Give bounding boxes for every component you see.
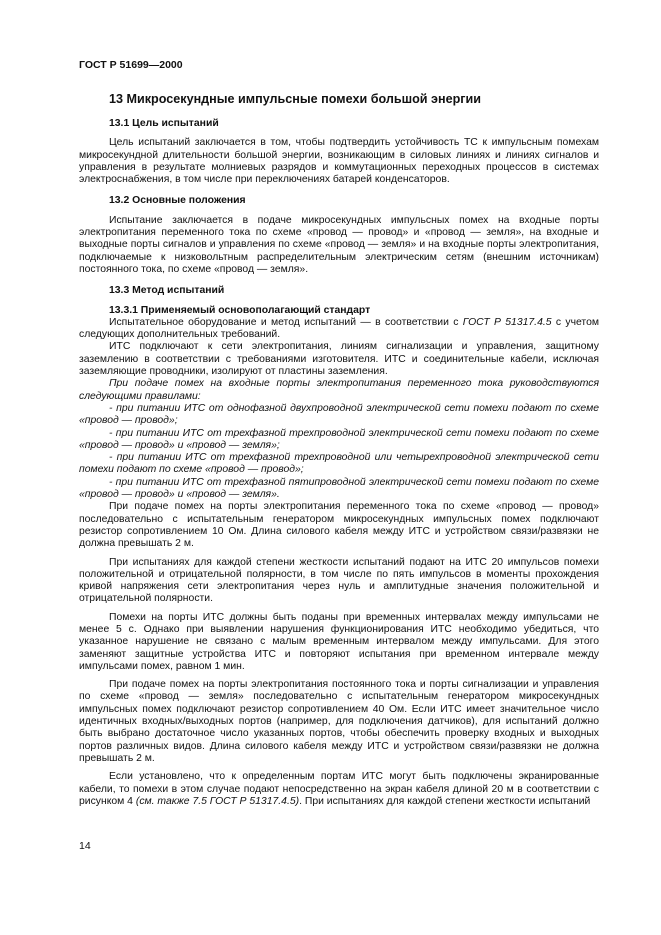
subsection-13-3-title: 13.3 Метод испытаний <box>109 285 225 297</box>
standard-reference: ГОСТ Р 51317.4.5 <box>462 316 552 328</box>
subsection-13-2-title: 13.2 Основные положения <box>109 195 246 207</box>
paragraph-rules-intro: При подаче помех на входные порты электропитания переменного тока руководствуются следующими правилами: <box>79 378 599 402</box>
page-number: 14 <box>79 840 91 852</box>
subsection-13-1-title: 13.1 Цель испытаний <box>109 118 219 129</box>
paragraph-pulse-count: При испытаниях для каждой степени жесткости испытаний подают на ИТС 20 импульсов помехи положительной и отрицательной полярности, в том числе по пять импульсов в моменты прохождения кривой напряжения сети электропитания через нуль и амплитудные значения положительной и отрицательной полярности. <box>79 556 599 605</box>
paragraph-13-1: Цель испытаний заключается в том, чтобы подтвердить устойчивость ТС к импульсным помехам микросекундной длительности большой энергии, возникающим в силовых линиях и линиях сигналов и управления в результате молниевых разрядов и коммутационных переходных процессов в системах электроснабжения, в том числе при переключениях батарей конденсаторов. <box>79 137 599 186</box>
paragraph-13-2: Испытание заключается в подаче микросекундных импульсных помех на входные порты электропитания переменного тока по схеме «провод — провод» и «провод — земля», на входные и выходные порты сигналов и управления по схеме «провод — земля» и на входные порты электропитания, подключаемые к низковольтным распределительным электрическим сетям (внешним источникам) постоянного тока, по схеме «провод — земля». <box>79 214 599 275</box>
subsection-13-3-1-title: 13.3.1 Применяемый основополагающий стандарт <box>109 304 371 316</box>
list-item-five-wire: - при питании ИТС от трехфазной пятипроводной электрической сети помехи подают по схеме «провод — провод» и «провод — земля». <box>79 476 599 501</box>
paragraph-shielded-cables: Если установлено, что к определенным портам ИТС могут быть подключены экранированные кабели, то помехи в этом случае подают непосредственно на экран кабеля длиной 20 м в соответствии с рисунком 4 (см. также 7.5 ГОСТ Р 51317.4.5). При испытаниях для каждой степени жесткости испытаний <box>79 771 599 807</box>
document-body <box>79 92 599 808</box>
paragraph-ac-resistor: При подаче помех на порты электропитания переменного тока по схеме «провод — провод» последовательно с испытательным генератором микросекундных импульсных помех подключают резистор сопротивлением 10 Ом. Длина силового кабеля между ИТС и устройством связи/развязки не должна превышать 2 м. <box>79 501 599 550</box>
list-item-single-phase: - при питании ИТС от однофазной двухпроводной электрической сети помехи подают по схеме «провод — провод»; <box>79 402 599 427</box>
list-item-three-or-four-wire: - при питании ИТС от трехфазной трехпроводной или четырехпроводной электрической сети помехи подают по схеме «провод — провод»; <box>79 452 599 476</box>
document-header: ГОСТ Р 51699—2000 <box>79 59 183 71</box>
section-title: 13 Микросекундные импульсные помехи большой энергии <box>109 92 482 106</box>
paragraph-dc-ports: При подаче помех на порты электропитания постоянного тока и порты сигнализации и управления по схеме «провод — земля» последовательно с испытательным генератором микросекундных импульсных помех подключают резистор сопротивлением 40 Ом. Если ИТС имеет значительное число идентичных входных/выходных портов (например, для подключения датчиков), для испытаний должно быть выбрано достаточное число указанных портов, чтобы обеспечить проверку входных и выходных портов различных видов. Длина силового кабеля между ИТС и устройством связи/развязки не должна превышать 2 м. <box>79 679 599 764</box>
paragraph-equipment: Испытательное оборудование и метод испытаний — в соответствии с ГОСТ Р 51317.4.5 с учетом следующих дополнительных требований. <box>79 316 599 341</box>
paragraph-intervals: Помехи на порты ИТС должны быть поданы при временных интервалах между импульсами не менее 5 с. Однако при выявлении нарушения функционирования ИТС необходимо убедиться, что указанное нарушение не связано с малым временным интервалом между импульсами. Для этого заменяют защитные устройства ИТС и повторяют испытания при временном интервале между импульсами помех, равном 1 мин. <box>79 611 599 672</box>
list-item-three-phase-three-wire: - при питании ИТС от трехфазной трехпроводной электрической сети помехи подают по схеме «провод — провод» и «провод — земля»; <box>79 427 599 451</box>
paragraph-connection: ИТС подключают к сети электропитания, линиям сигнализации и управления, защитному заземлению в соответствии с требованиями изготовителя. ИТС и соединительные кабели, исключая заземляющие проводники, изолируют от пластины заземления. <box>79 341 599 378</box>
figure-reference: (см. также 7.5 ГОСТ Р 51317.4.5) <box>135 795 300 807</box>
